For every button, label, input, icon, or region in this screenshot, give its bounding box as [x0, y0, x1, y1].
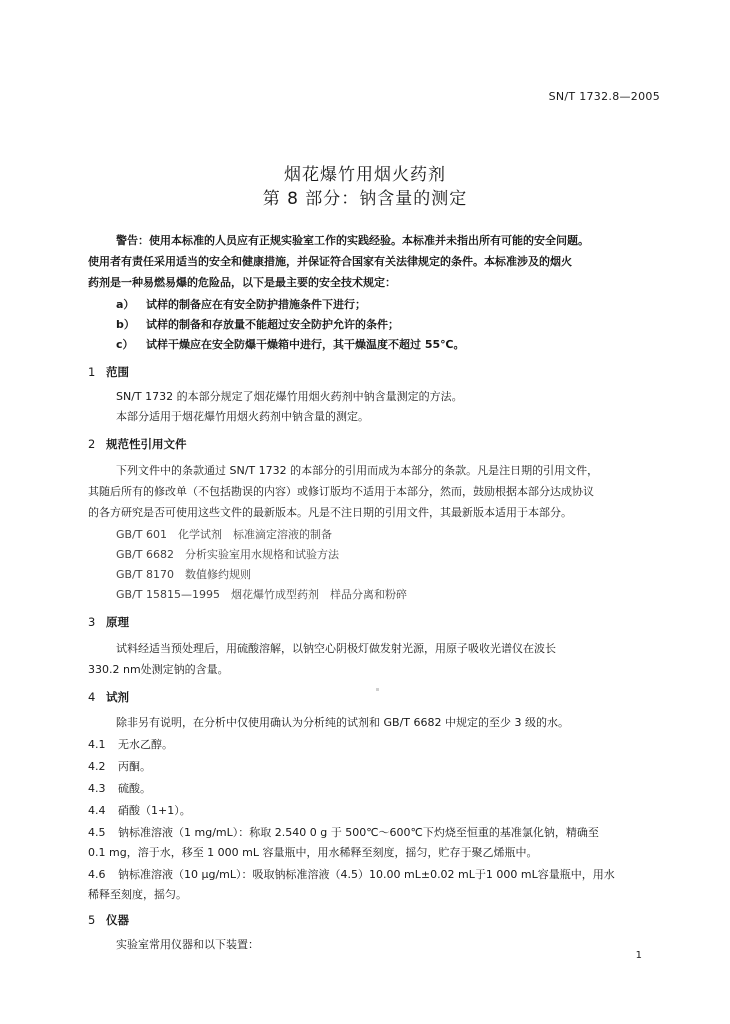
paragraph: 其随后所有的修改单（不包括勘误的内容）或修订版均不适用于本部分，然而，鼓励根据本部分达成协议 [88, 485, 594, 498]
warning-item [116, 314, 399, 335]
section-heading [88, 436, 187, 452]
reagent-number: 4.4 [88, 804, 106, 817]
reagent-item [88, 756, 151, 777]
reagent-text: 硝酸（1+1）。 [118, 804, 191, 817]
reagent-item [88, 822, 599, 843]
reagent-number: 4.5 [88, 826, 106, 839]
section-heading [88, 912, 129, 928]
reagent-item [88, 734, 173, 755]
paragraph: 的各方研究是否可使用这些文件的最新版本。凡是不注日期的引用文件，其最新版本适用于本部分。 [88, 506, 572, 519]
section-title: 试剂 [106, 690, 129, 704]
warning-item-text: 试样的制备和存放量不能超过安全防护允许的条件； [146, 318, 399, 331]
reagent-text: 无水乙醇。 [118, 738, 173, 751]
reference-item: GB/T 15815—1995 烟花爆竹成型药剂 样品分离和粉碎 [116, 588, 407, 601]
warning-line: 警告：使用本标准的人员应有正规实验室工作的实践经验。本标准并未指出所有可能的安全问题。 [116, 234, 589, 247]
reagent-text: 钠标准溶液（10 μg/mL）：吸取钠标准溶液（4.5）10.00 mL±0.02 mL于1 000 mL容量瓶中，用水 [118, 868, 615, 881]
paragraph: 实验室常用仪器和以下装置： [116, 938, 259, 951]
section-number: 3 [88, 615, 96, 629]
section-number: 2 [88, 437, 96, 451]
section-number: 1 [88, 365, 96, 379]
warning-item-text: 试样的制备应在有安全防护措施条件下进行； [146, 298, 366, 311]
paragraph: 试料经适当预处理后，用硫酸溶解，以钠空心阴极灯做发射光源，用原子吸收光谱仪在波长 [116, 642, 556, 655]
warning-item-text: 试样干燥应在安全防爆干燥箱中进行，其干燥温度不超过 55℃。 [146, 338, 465, 351]
section-title: 仪器 [106, 913, 129, 927]
reagent-text: 丙酮。 [118, 760, 151, 773]
warning-line: 药剂是一种易燃易爆的危险品，以下是最主要的安全技术规定： [88, 276, 396, 289]
paragraph: SN/T 1732 的本部分规定了烟花爆竹用烟火药剂中钠含量测定的方法。 [116, 390, 463, 403]
paragraph: 除非另有说明，在分析中仅使用确认为分析纯的试剂和 GB/T 6682 中规定的至少 3 级的水。 [116, 716, 569, 729]
reagent-text-continued: 0.1 mg，溶于水，移至 1 000 mL 容量瓶中，用水稀释至刻度，摇匀，贮存于聚乙烯瓶中。 [88, 846, 538, 859]
document-subtitle: 第 8 部分：钠含量的测定 [262, 189, 468, 209]
section-number: 4 [88, 690, 96, 704]
section-number: 5 [88, 913, 96, 927]
reagent-text-continued: 稀释至刻度，摇匀。 [88, 888, 187, 901]
section-heading [88, 614, 129, 630]
reagent-number: 4.1 [88, 738, 106, 751]
paragraph: 下列文件中的条款通过 SN/T 1732 的本部分的引用而成为本部分的条款。凡是注日期的引用文件， [116, 464, 599, 477]
reagent-item [88, 778, 151, 799]
warning-item [116, 294, 366, 315]
scan-speck [376, 688, 379, 691]
section-title: 原理 [106, 615, 129, 629]
section-title: 范围 [106, 365, 129, 379]
standard-number: SN/T 1732.8—2005 [548, 90, 660, 103]
reagent-text: 钠标准溶液（1 mg/mL）：称取 2.540 0 g 于 500℃～600℃下灼烧至恒重的基准氯化钠，精确至 [118, 826, 599, 839]
section-heading [88, 689, 129, 705]
warning-line: 使用者有责任采用适当的安全和健康措施，并保证符合国家有关法律规定的条件。本标准涉及的烟火 [88, 255, 572, 268]
reference-item: GB/T 6682 分析实验室用水规格和试验方法 [116, 548, 339, 561]
warning-item [116, 334, 464, 355]
reagent-text: 硫酸。 [118, 782, 151, 795]
page-number: 1 [635, 950, 642, 961]
reagent-item [88, 864, 615, 885]
reagent-number: 4.6 [88, 868, 106, 881]
reagent-item [88, 800, 191, 821]
reagent-number: 4.2 [88, 760, 106, 773]
warning-item-label: b） [116, 318, 135, 331]
warning-item-label: a） [116, 298, 135, 311]
reference-item: GB/T 601 化学试剂 标准滴定溶液的制备 [116, 528, 332, 541]
paragraph: 330.2 nm处测定钠的含量。 [88, 663, 229, 676]
reference-item: GB/T 8170 数值修约规则 [116, 568, 251, 581]
document-title: 烟花爆竹用烟火药剂 [284, 165, 446, 185]
section-heading [88, 364, 129, 380]
reagent-number: 4.3 [88, 782, 106, 795]
section-title: 规范性引用文件 [106, 437, 187, 451]
paragraph: 本部分适用于烟花爆竹用烟火药剂中钠含量的测定。 [116, 410, 369, 423]
warning-item-label: c） [116, 338, 134, 351]
